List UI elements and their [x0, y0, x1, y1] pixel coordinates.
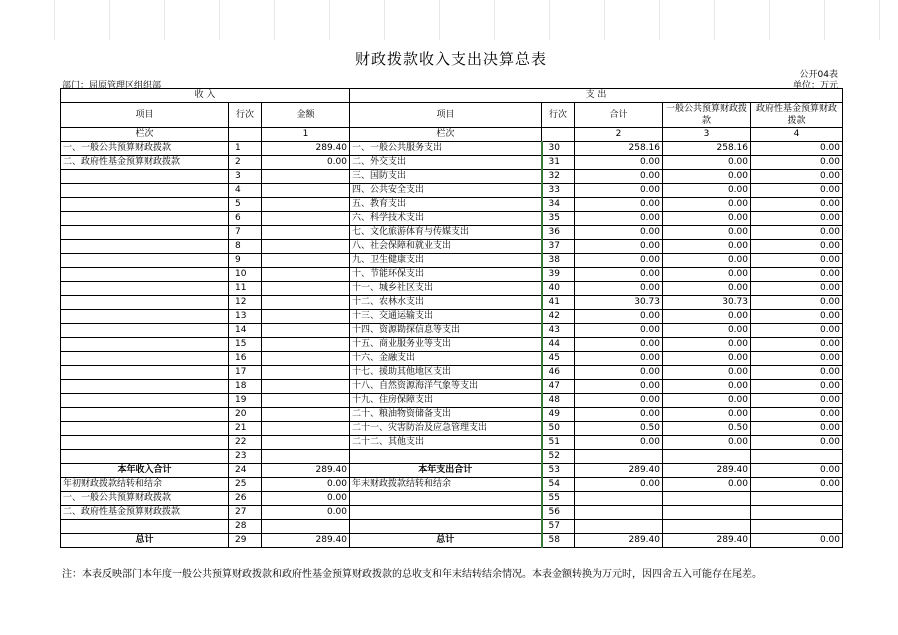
amount-cell[interactable]: 0.00	[751, 310, 843, 324]
empty-cell[interactable]	[663, 506, 751, 520]
row-no[interactable]: 47	[542, 380, 575, 394]
amount-cell[interactable]	[262, 212, 350, 226]
amount-cell[interactable]: 0.00	[663, 380, 751, 394]
in-item-cell[interactable]	[61, 436, 229, 450]
row-no[interactable]: 31	[542, 156, 575, 170]
amount-cell[interactable]	[262, 394, 350, 408]
form-number: 公开04表	[799, 70, 838, 80]
empty-cell[interactable]	[575, 492, 663, 506]
col-index-4[interactable]: 4	[751, 128, 843, 142]
row-no[interactable]: 7	[229, 226, 262, 240]
table-row	[61, 268, 843, 282]
amount-cell[interactable]: 0.00	[751, 422, 843, 436]
amount-cell[interactable]: 0.00	[663, 394, 751, 408]
in-item-cell[interactable]	[61, 212, 229, 226]
col-index-2[interactable]: 2	[575, 128, 663, 142]
grand-total-row	[61, 534, 843, 548]
empty-cell[interactable]	[663, 492, 751, 506]
amount-cell[interactable]: 0.00	[663, 184, 751, 198]
table-row	[61, 408, 843, 422]
grand-income-label[interactable]: 总计	[61, 534, 229, 548]
column-index-row	[61, 128, 843, 142]
table-row	[61, 156, 843, 170]
table-row	[61, 296, 843, 310]
footnote: 注：本表反映部门本年度一般公共预算财政拨款和政府性基金预算财政拨款的总收支和年末结转结余情况。本表金额转换为万元时，因四舍五入可能存在尾差。	[62, 569, 762, 580]
table-row	[61, 212, 843, 226]
ex-item-cell[interactable]: 十七、援助其他地区支出	[350, 366, 542, 380]
ex-item-cell[interactable]: 十四、资源勘探信息等支出	[350, 324, 542, 338]
row-no[interactable]: 52	[542, 450, 575, 464]
row-no[interactable]: 9	[229, 254, 262, 268]
in-item-cell[interactable]	[61, 352, 229, 366]
ex-item-cell[interactable]: 十、节能环保支出	[350, 268, 542, 282]
amount-cell[interactable]: 0.00	[663, 198, 751, 212]
amount-cell[interactable]: 0.00	[663, 282, 751, 296]
amount-cell[interactable]: 0.00	[751, 394, 843, 408]
in-item-cell[interactable]	[61, 394, 229, 408]
amount-cell[interactable]: 289.40	[663, 464, 751, 478]
amount-cell[interactable]: 0.00	[575, 240, 663, 254]
row-no[interactable]: 42	[542, 310, 575, 324]
amount-cell[interactable]: 0.00	[751, 478, 843, 492]
ex-item-cell[interactable]: 二、外交支出	[350, 156, 542, 170]
amount-cell[interactable]	[262, 408, 350, 422]
table-row	[61, 450, 843, 464]
row-no[interactable]: 4	[229, 184, 262, 198]
amount-cell[interactable]: 0.00	[663, 156, 751, 170]
row-no[interactable]: 45	[542, 352, 575, 366]
amount-cell[interactable]	[663, 450, 751, 464]
col-header-row-no2[interactable]: 行次	[542, 103, 575, 128]
ex-item-cell[interactable]: 九、卫生健康支出	[350, 254, 542, 268]
amount-cell[interactable]: 0.00	[751, 198, 843, 212]
in-item-cell[interactable]	[61, 366, 229, 380]
row-no[interactable]: 23	[229, 450, 262, 464]
col-header-item2[interactable]: 项目	[350, 103, 542, 128]
amount-cell[interactable]: 0.00	[262, 156, 350, 170]
amount-cell[interactable]: 0.00	[751, 226, 843, 240]
sheet-gridlines	[0, 0, 898, 40]
amount-cell[interactable]: 289.40	[262, 142, 350, 156]
table-row	[61, 142, 843, 156]
in-item-cell[interactable]	[61, 338, 229, 352]
amount-cell[interactable]: 0.00	[751, 156, 843, 170]
table-row	[61, 324, 843, 338]
amount-cell[interactable]: 0.00	[663, 324, 751, 338]
amount-cell[interactable]	[262, 282, 350, 296]
row-no[interactable]: 58	[542, 534, 575, 548]
amount-cell[interactable]	[262, 170, 350, 184]
in-item-cell[interactable]	[61, 240, 229, 254]
amount-cell[interactable]: 0.00	[663, 408, 751, 422]
row-no[interactable]: 21	[229, 422, 262, 436]
col-header-row-no[interactable]: 行次	[229, 103, 262, 128]
row-no[interactable]: 37	[542, 240, 575, 254]
amount-cell[interactable]: 0.00	[575, 394, 663, 408]
amount-cell[interactable]: 0.00	[575, 212, 663, 226]
amount-cell[interactable]: 0.00	[262, 478, 350, 492]
amount-cell[interactable]: 0.00	[575, 282, 663, 296]
year-expense-total-label[interactable]: 本年支出合计	[350, 464, 542, 478]
budget-table	[60, 88, 843, 548]
ex-item-cell[interactable]: 八、社会保障和就业支出	[350, 240, 542, 254]
empty-cell[interactable]	[751, 492, 843, 506]
empty-cell[interactable]	[751, 506, 843, 520]
row-no[interactable]: 35	[542, 212, 575, 226]
ex-item-cell[interactable]: 十八、自然资源海洋气象等支出	[350, 380, 542, 394]
row-no[interactable]: 16	[229, 352, 262, 366]
row-no[interactable]: 6	[229, 212, 262, 226]
table-row	[61, 366, 843, 380]
amount-cell[interactable]: 0.00	[663, 366, 751, 380]
row-no[interactable]: 2	[229, 156, 262, 170]
row-no[interactable]: 3	[229, 170, 262, 184]
amount-cell[interactable]: 0.00	[575, 338, 663, 352]
row-no[interactable]: 56	[542, 506, 575, 520]
ex-item-cell[interactable]: 二十二、其他支出	[350, 436, 542, 450]
row-no[interactable]: 48	[542, 394, 575, 408]
ex-item-cell[interactable]: 二十、粮油物资储备支出	[350, 408, 542, 422]
amount-cell[interactable]	[262, 380, 350, 394]
table-row	[61, 240, 843, 254]
amount-cell[interactable]: 0.00	[575, 436, 663, 450]
amount-cell[interactable]: 0.00	[575, 380, 663, 394]
amount-cell[interactable]: 0.00	[663, 352, 751, 366]
table-row	[61, 394, 843, 408]
unit-label: 单位：万元	[792, 81, 838, 91]
ex-item-cell[interactable]: 十一、城乡社区支出	[350, 282, 542, 296]
row-no[interactable]: 53	[542, 464, 575, 478]
row-no[interactable]: 41	[542, 296, 575, 310]
in-item-cell[interactable]	[61, 296, 229, 310]
amount-cell[interactable]: 258.16	[663, 142, 751, 156]
amount-cell[interactable]: 0.00	[663, 240, 751, 254]
row-no[interactable]: 20	[229, 408, 262, 422]
page-title: 财政拨款收入支出决算总表	[354, 50, 547, 68]
table-row	[61, 338, 843, 352]
in-item-cell[interactable]	[61, 198, 229, 212]
amount-cell[interactable]: 0.00	[751, 254, 843, 268]
table-row	[61, 436, 843, 450]
department-label: 部门：屈原管理区组织部	[62, 81, 162, 91]
ex-item-cell[interactable]: 十五、商业服务业等支出	[350, 338, 542, 352]
empty-cell[interactable]	[229, 128, 262, 142]
empty-cell[interactable]	[542, 128, 575, 142]
amount-cell[interactable]: 0.00	[751, 408, 843, 422]
row-no[interactable]: 25	[229, 478, 262, 492]
amount-cell[interactable]: 0.00	[663, 226, 751, 240]
row-no[interactable]: 57	[542, 520, 575, 534]
row-no[interactable]: 10	[229, 268, 262, 282]
row-no[interactable]: 55	[542, 492, 575, 506]
ex-item-cell[interactable]: 七、文化旅游体育与传媒支出	[350, 226, 542, 240]
column-header-row	[61, 103, 843, 128]
amount-cell[interactable]: 0.00	[663, 338, 751, 352]
amount-cell[interactable]: 0.00	[663, 268, 751, 282]
carry-general-row	[61, 492, 843, 506]
row-no[interactable]: 39	[542, 268, 575, 282]
amount-cell[interactable]: 0.50	[663, 422, 751, 436]
empty-cell[interactable]	[575, 520, 663, 534]
amount-cell[interactable]	[262, 184, 350, 198]
row-no[interactable]: 15	[229, 338, 262, 352]
amount-cell[interactable]	[262, 352, 350, 366]
ex-item-cell[interactable]: 十九、住房保障支出	[350, 394, 542, 408]
col-header-amount[interactable]: 金额	[262, 103, 350, 128]
table-row	[61, 380, 843, 394]
amount-cell[interactable]: 30.73	[663, 296, 751, 310]
amount-cell[interactable]: 0.00	[575, 156, 663, 170]
amount-cell[interactable]: 0.00	[575, 310, 663, 324]
carry-over-row	[61, 478, 843, 492]
amount-cell[interactable]: 0.00	[575, 324, 663, 338]
row-no[interactable]: 36	[542, 226, 575, 240]
in-item-cell[interactable]	[61, 170, 229, 184]
ex-item-cell[interactable]: 六、科学技术支出	[350, 212, 542, 226]
row-no[interactable]: 51	[542, 436, 575, 450]
row-no[interactable]: 11	[229, 282, 262, 296]
amount-cell[interactable]	[262, 338, 350, 352]
row-no[interactable]: 54	[542, 478, 575, 492]
amount-cell[interactable]: 0.00	[575, 366, 663, 380]
amount-cell[interactable]: 289.40	[262, 534, 350, 548]
amount-cell[interactable]	[262, 422, 350, 436]
in-item-cell[interactable]	[61, 184, 229, 198]
amount-cell[interactable]: 0.00	[751, 464, 843, 478]
amount-cell[interactable]: 0.00	[575, 254, 663, 268]
in-item-cell[interactable]	[61, 254, 229, 268]
amount-cell[interactable]: 0.00	[575, 184, 663, 198]
row-no[interactable]: 30	[542, 142, 575, 156]
amount-cell[interactable]	[262, 366, 350, 380]
in-item-cell[interactable]	[61, 282, 229, 296]
amount-cell[interactable]	[262, 296, 350, 310]
row-no[interactable]: 29	[229, 534, 262, 548]
grand-expense-label[interactable]: 总计	[350, 534, 542, 548]
amount-cell[interactable]	[262, 198, 350, 212]
carry-fund-row	[61, 506, 843, 520]
in-item-cell[interactable]: 一、一般公共预算财政拨款	[61, 142, 229, 156]
empty-cell[interactable]	[350, 506, 542, 520]
row-no[interactable]: 34	[542, 198, 575, 212]
carry-end-label[interactable]: 年末财政拨款结转和结余	[350, 478, 542, 492]
row-no[interactable]: 5	[229, 198, 262, 212]
col-index-3[interactable]: 3	[663, 128, 751, 142]
amount-cell[interactable]: 0.00	[663, 478, 751, 492]
amount-cell[interactable]: 0.00	[751, 534, 843, 548]
amount-cell[interactable]: 0.00	[575, 268, 663, 282]
carry-begin-label[interactable]: 年初财政拨款结转和结余	[61, 478, 229, 492]
amount-cell[interactable]	[262, 254, 350, 268]
in-item-cell[interactable]	[61, 268, 229, 282]
row-no[interactable]: 28	[229, 520, 262, 534]
table-row	[61, 198, 843, 212]
in-item-cell[interactable]	[61, 380, 229, 394]
amount-cell[interactable]	[262, 240, 350, 254]
blank-row	[61, 520, 843, 534]
row-no[interactable]: 17	[229, 366, 262, 380]
section-header-row	[61, 89, 843, 103]
amount-cell[interactable]: 289.40	[663, 534, 751, 548]
amount-cell[interactable]: 0.00	[262, 506, 350, 520]
amount-cell[interactable]: 0.00	[575, 408, 663, 422]
income-section-header[interactable]: 收 入	[61, 89, 350, 103]
amount-cell[interactable]: 0.00	[751, 296, 843, 310]
ex-item-cell[interactable]: 十六、金融支出	[350, 352, 542, 366]
row-no[interactable]: 40	[542, 282, 575, 296]
table-row	[61, 352, 843, 366]
empty-cell[interactable]	[575, 506, 663, 520]
amount-cell[interactable]: 0.00	[751, 184, 843, 198]
row-no[interactable]: 18	[229, 380, 262, 394]
table-row	[61, 184, 843, 198]
in-item-cell[interactable]	[61, 408, 229, 422]
row-no[interactable]: 12	[229, 296, 262, 310]
empty-cell[interactable]	[751, 520, 843, 534]
col-header-item[interactable]: 项目	[61, 103, 229, 128]
amount-cell[interactable]: 0.00	[663, 436, 751, 450]
lanci-label[interactable]: 栏次	[61, 128, 229, 142]
amount-cell[interactable]: 0.50	[575, 422, 663, 436]
ex-item-cell[interactable]: 一、一般公共服务支出	[350, 142, 542, 156]
ex-item-cell[interactable]	[350, 450, 542, 464]
amount-cell[interactable]: 0.00	[751, 212, 843, 226]
amount-cell[interactable]: 0.00	[751, 282, 843, 296]
amount-cell[interactable]: 0.00	[751, 240, 843, 254]
ex-item-cell[interactable]: 二十一、灾害防治及应急管理支出	[350, 422, 542, 436]
empty-cell[interactable]	[350, 520, 542, 534]
col-header-gov-fund[interactable]: 政府性基金预算财政拨款	[751, 103, 843, 128]
empty-cell[interactable]	[262, 520, 350, 534]
amount-cell[interactable]: 0.00	[751, 338, 843, 352]
amount-cell[interactable]	[262, 268, 350, 282]
col-header-total[interactable]: 合计	[575, 103, 663, 128]
table-row	[61, 422, 843, 436]
row-no[interactable]: 8	[229, 240, 262, 254]
table-row	[61, 170, 843, 184]
amount-cell[interactable]: 0.00	[575, 226, 663, 240]
amount-cell[interactable]: 0.00	[751, 366, 843, 380]
cb-general-label[interactable]: 一、一般公共预算财政拨款	[61, 492, 229, 506]
amount-cell[interactable]: 289.40	[262, 464, 350, 478]
in-item-cell[interactable]: 二、政府性基金预算财政拨款	[61, 156, 229, 170]
amount-cell[interactable]: 258.16	[575, 142, 663, 156]
row-no[interactable]: 14	[229, 324, 262, 338]
empty-cell[interactable]	[663, 520, 751, 534]
in-item-cell[interactable]	[61, 450, 229, 464]
amount-cell[interactable]: 0.00	[663, 212, 751, 226]
amount-cell[interactable]	[751, 450, 843, 464]
amount-cell[interactable]	[262, 226, 350, 240]
year-income-total-label[interactable]: 本年收入合计	[61, 464, 229, 478]
amount-cell[interactable]: 0.00	[575, 170, 663, 184]
amount-cell[interactable]	[262, 450, 350, 464]
col-header-general-budget[interactable]: 一般公共预算财政拨款	[663, 103, 751, 128]
amount-cell[interactable]: 0.00	[751, 268, 843, 282]
row-no[interactable]: 24	[229, 464, 262, 478]
amount-cell[interactable]: 0.00	[751, 380, 843, 394]
amount-cell[interactable]: 0.00	[751, 142, 843, 156]
in-item-cell[interactable]	[61, 226, 229, 240]
table-row	[61, 310, 843, 324]
ex-item-cell[interactable]: 五、教育支出	[350, 198, 542, 212]
row-no[interactable]: 38	[542, 254, 575, 268]
row-no[interactable]: 27	[229, 506, 262, 520]
cb-fund-label[interactable]: 二、政府性基金预算财政拨款	[61, 506, 229, 520]
row-no[interactable]: 44	[542, 338, 575, 352]
amount-cell[interactable]: 289.40	[575, 534, 663, 548]
ex-item-cell[interactable]: 四、公共安全支出	[350, 184, 542, 198]
amount-cell[interactable]: 289.40	[575, 464, 663, 478]
lanci-label-2[interactable]: 栏次	[350, 128, 542, 142]
amount-cell[interactable]: 0.00	[262, 492, 350, 506]
amount-cell[interactable]	[575, 450, 663, 464]
row-no[interactable]: 22	[229, 436, 262, 450]
amount-cell[interactable]: 0.00	[751, 170, 843, 184]
empty-cell[interactable]	[350, 492, 542, 506]
row-no[interactable]: 46	[542, 366, 575, 380]
year-total-row	[61, 464, 843, 478]
row-no[interactable]: 19	[229, 394, 262, 408]
table-row	[61, 254, 843, 268]
amount-cell[interactable]	[262, 310, 350, 324]
amount-cell[interactable]: 0.00	[751, 436, 843, 450]
amount-cell[interactable]	[262, 436, 350, 450]
amount-cell[interactable]: 30.73	[575, 296, 663, 310]
table-row	[61, 282, 843, 296]
row-no[interactable]: 33	[542, 184, 575, 198]
row-no[interactable]: 50	[542, 422, 575, 436]
col-index-1[interactable]: 1	[262, 128, 350, 142]
ex-item-cell[interactable]: 三、国防支出	[350, 170, 542, 184]
amount-cell[interactable]: 0.00	[751, 324, 843, 338]
amount-cell[interactable]: 0.00	[575, 478, 663, 492]
row-no[interactable]: 13	[229, 310, 262, 324]
row-no[interactable]: 32	[542, 170, 575, 184]
amount-cell[interactable]: 0.00	[663, 310, 751, 324]
row-no[interactable]: 43	[542, 324, 575, 338]
table-row	[61, 226, 843, 240]
amount-cell[interactable]: 0.00	[663, 170, 751, 184]
row-no[interactable]: 49	[542, 408, 575, 422]
in-item-cell[interactable]	[61, 422, 229, 436]
row-no[interactable]: 26	[229, 492, 262, 506]
amount-cell[interactable]: 0.00	[663, 254, 751, 268]
amount-cell[interactable]: 0.00	[575, 352, 663, 366]
empty-cell[interactable]	[61, 520, 229, 534]
amount-cell[interactable]	[262, 324, 350, 338]
amount-cell[interactable]: 0.00	[575, 198, 663, 212]
amount-cell[interactable]: 0.00	[751, 352, 843, 366]
in-item-cell[interactable]	[61, 310, 229, 324]
row-no[interactable]: 1	[229, 142, 262, 156]
ex-item-cell[interactable]: 十三、交通运输支出	[350, 310, 542, 324]
in-item-cell[interactable]	[61, 324, 229, 338]
ex-item-cell[interactable]: 十二、农林水支出	[350, 296, 542, 310]
expense-section-header[interactable]: 支 出	[350, 89, 843, 103]
